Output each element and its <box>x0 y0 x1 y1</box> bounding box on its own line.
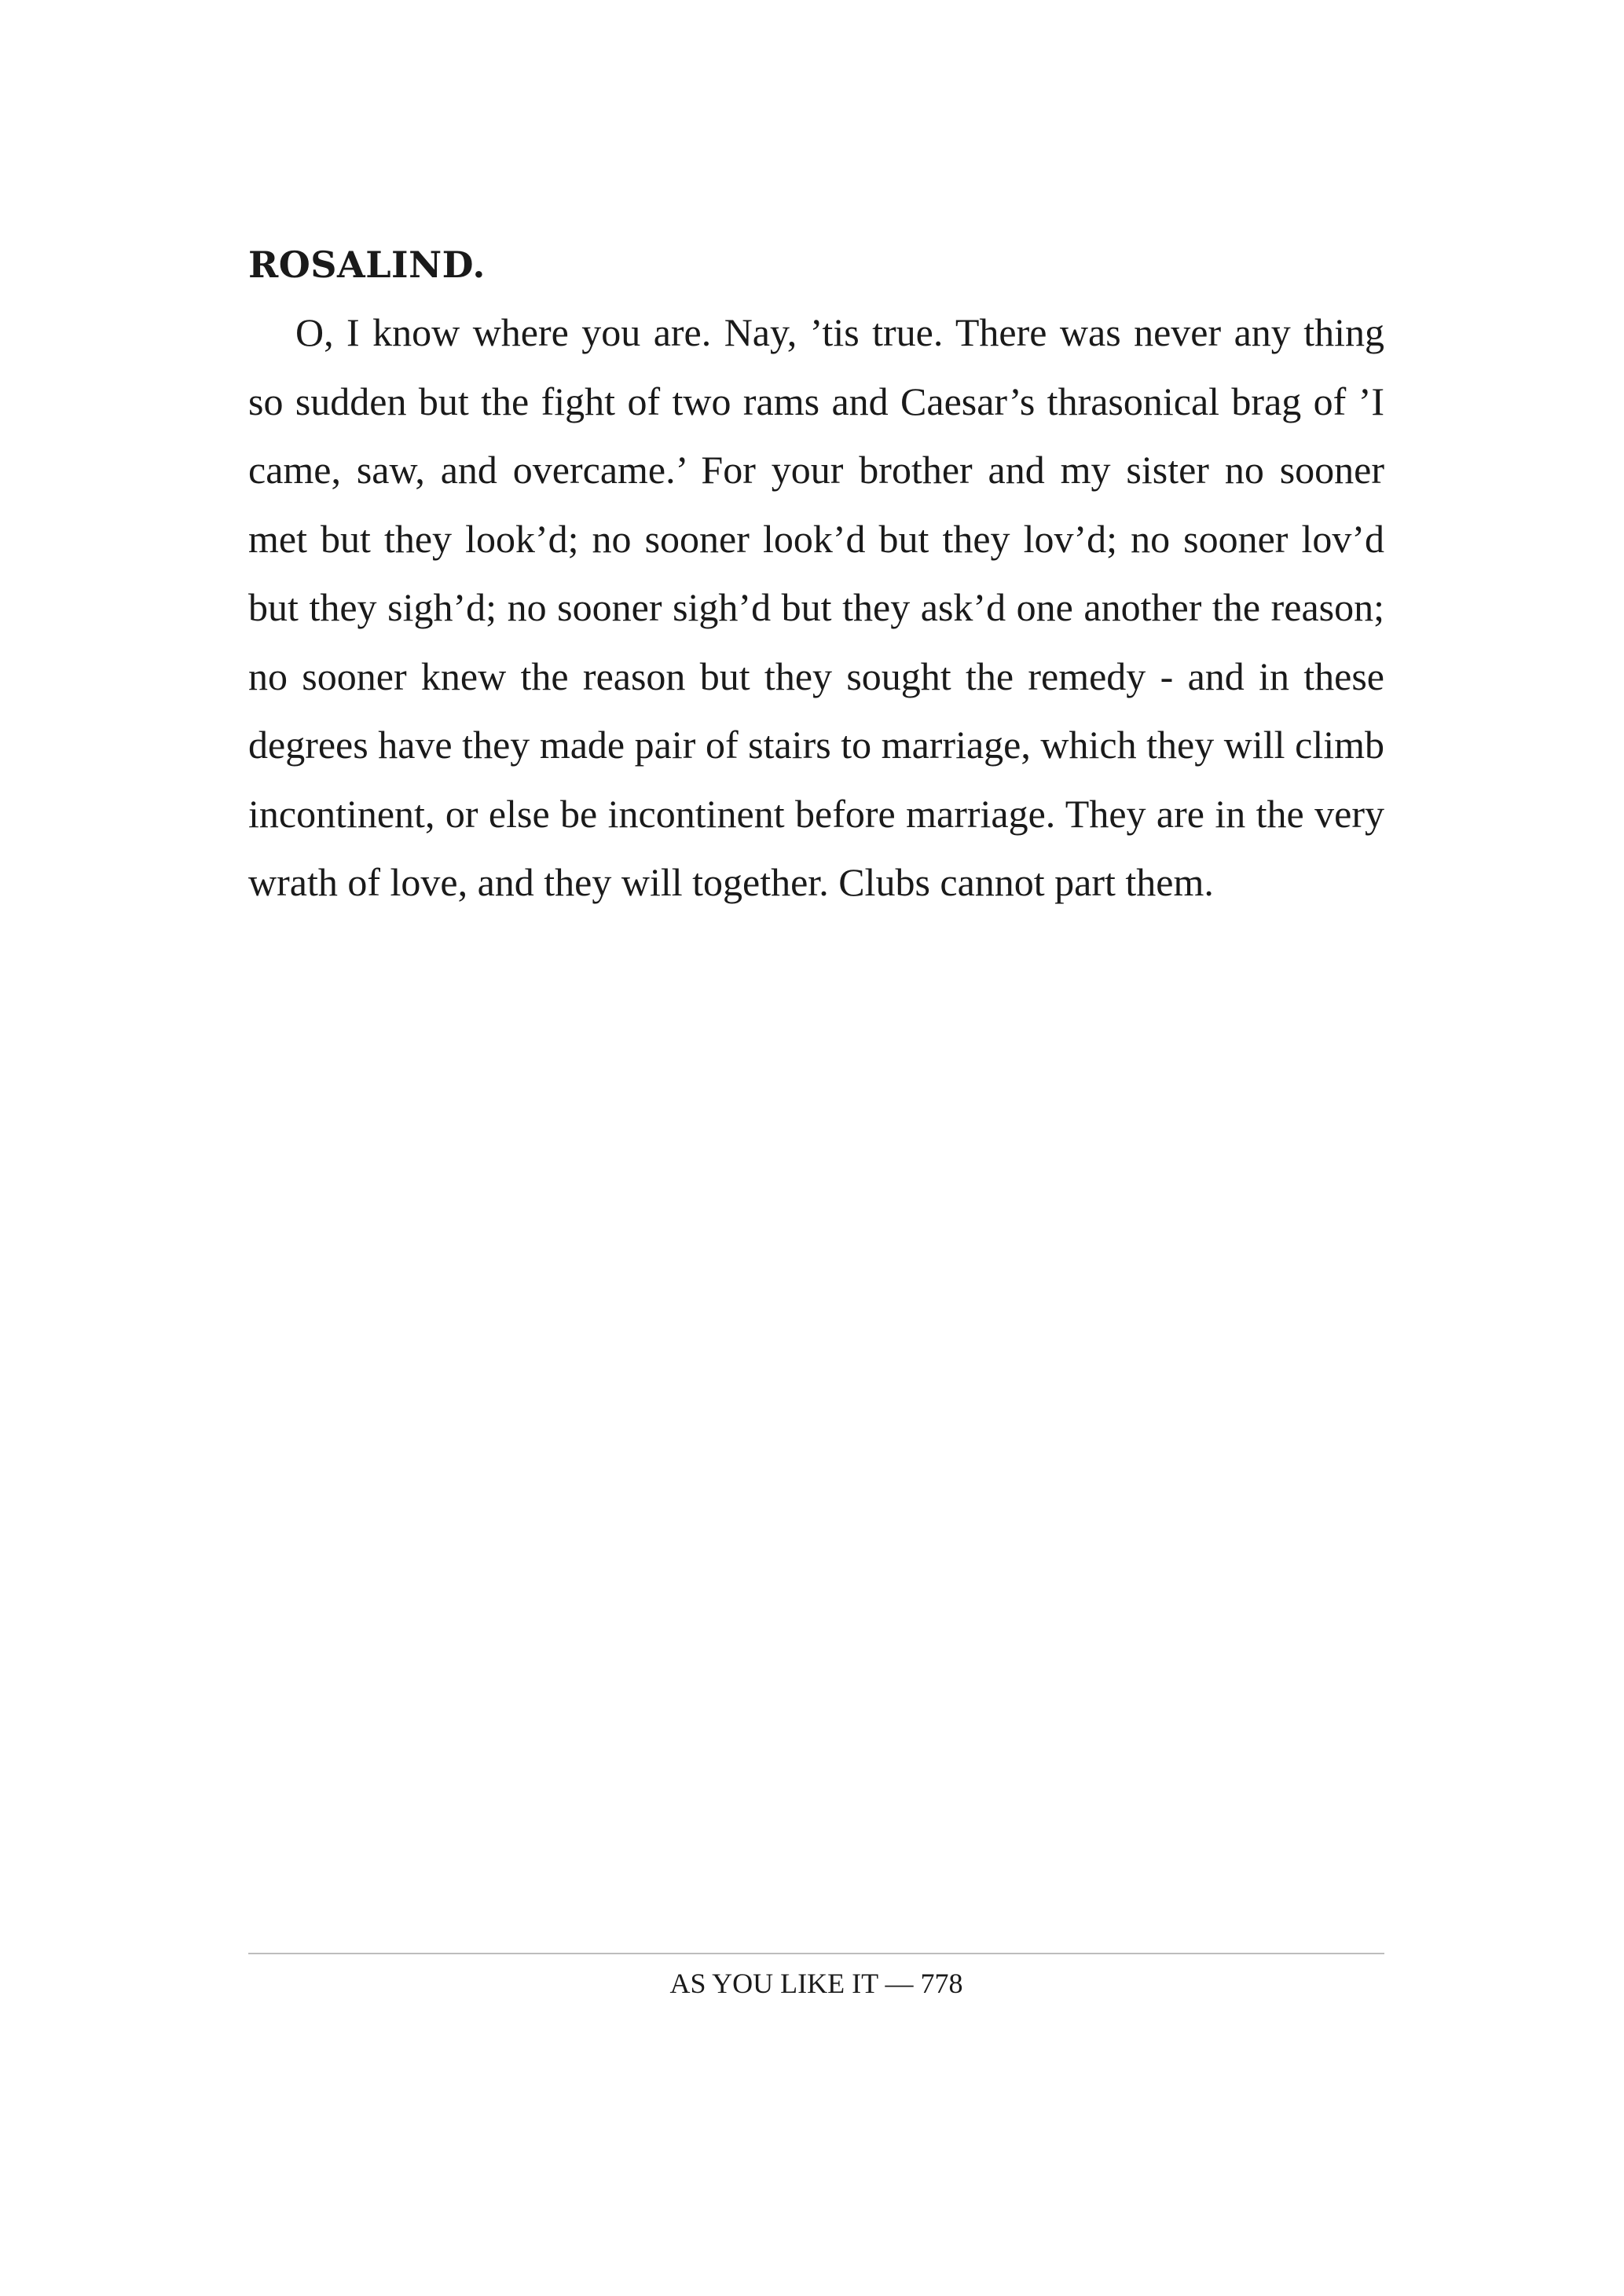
speaker-name: ROSALIND. <box>248 244 486 286</box>
speech-block <box>248 240 1384 917</box>
footer-divider <box>248 1953 1384 1954</box>
running-footer: AS YOU LIKE IT — 778 <box>669 1968 963 1999</box>
speech-text: O, I know where you are. Nay, ’tis true. There was never any thing so sudden but the fight of two rams and Caesar’s thrasonical brag of ’I came, saw, and overcame.’ For your brother and my sister no sooner met but they look’d; no sooner look’d but they lov’d; no sooner lov’d but they sigh’d; no sooner sigh’d but they ask’d one another the reason; no sooner knew the reason but they sought the remedy - and in these degrees have they made pair of stairs to marriage, which they will climb incontinent, or else be incontinent before marriage. They are in the very wrath of love, and they will together. Clubs cannot part them. <box>248 310 1384 904</box>
